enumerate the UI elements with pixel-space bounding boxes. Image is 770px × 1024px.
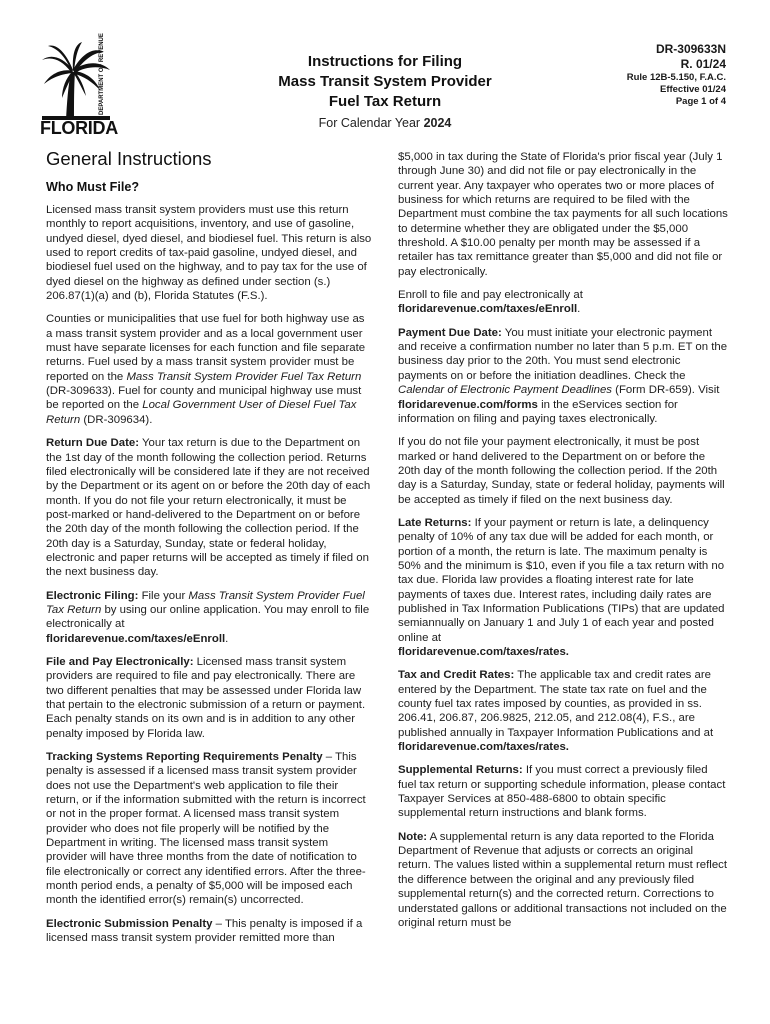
forms-link[interactable]: floridarevenue.com/forms [398, 398, 538, 411]
paragraph-supplemental-returns [398, 763, 728, 820]
text: You must initiate your electronic payment and receive a confirmation number no later than 5 p.m. ET on the business day prior to the 20th. You must send electronic payments on or before the initiation deadlines. Check the [398, 326, 728, 382]
paragraph-submission-penalty [46, 917, 372, 946]
text: Licensed mass transit system providers are required to file and pay electronically. There are two different penalties that may be assessed under Florida law that pertain to the electronic submission of a return or payment. Each penalty stands on its own and is in addition to any other penalty imposed by Florida law. [46, 655, 366, 740]
paragraph-electronic-filing [46, 589, 372, 646]
document-title [250, 52, 520, 112]
paragraph-payment-due-date [398, 326, 728, 426]
logo-dept-label: DEPARTMENT OF REVENUE [99, 33, 105, 115]
text: – This penalty is imposed if a licensed mass transit system provider remitted more than [46, 917, 363, 945]
label: Electronic Submission Penalty [46, 917, 213, 930]
form-effective: Effective 01/24 [659, 84, 726, 95]
form-revision: R. 01/24 [680, 57, 726, 71]
label: File and Pay Electronically: [46, 655, 194, 668]
section-heading: General Instructions [46, 148, 212, 169]
paragraph-counties [46, 312, 372, 427]
paragraph-enroll [398, 288, 728, 317]
form-identifier [566, 42, 726, 108]
label: Electronic Filing: [46, 589, 139, 602]
rates-link[interactable]: floridarevenue.com/taxes/rates [398, 741, 566, 754]
text: . [577, 303, 581, 316]
left-column [46, 148, 372, 955]
paragraph-late-returns [398, 516, 728, 659]
eenroll-link[interactable]: floridarevenue.com/taxes/eEnroll [46, 632, 226, 645]
title-line-3: Fuel Tax Return [328, 93, 442, 110]
text: in the eServices section for information on filing and paying taxes electronically. [398, 398, 678, 425]
text: Counties or municipalities that use fuel for both highway use as a mass transit system provider and as a local government user must have separate licenses for each function and file separate returns. Fuel used by a mass transit system provider must be reported on the [46, 313, 366, 383]
label: Note: [398, 830, 428, 843]
text: . [225, 632, 229, 645]
logo-department-text [98, 33, 106, 116]
label: Late Returns: [398, 516, 472, 529]
text: File your [138, 589, 189, 602]
paragraph-threshold: $5,000 in tax during the State of Florida's prior fiscal year (July 1 through June 30) and did not file or pay electronically in the current year. Any taxpayer who operates two or more places of business for which returns are required to be filed with the Department must combine the tax payments for all such locations to determine whether they are obligated under the $5,000 threshold. A $10.00 penalty per month may be assessed if a retailer has tax remittance greater than $5,000 and did not file or pay electronically. [398, 151, 728, 278]
page-number: Page 1 of 4 [675, 96, 726, 107]
form-title-ref: Calendar of Electronic Payment Deadlines [398, 384, 613, 397]
calendar-year: 2024 [423, 116, 452, 130]
text: A supplemental return is any data reported to the Florida Department of Revenue that adjusts or corrects an original return. The values listed within a supplemental return must reflect the difference between the original and any previously filed supplemental return(s) and the corrected return. Corrections to understated gallons or additional transactions not included on the original return must be [398, 830, 728, 929]
title-line-1: Instructions for Filing [307, 53, 463, 70]
text: . [565, 646, 569, 658]
text: (DR-309634). [80, 413, 153, 426]
paragraph-file-and-pay [46, 655, 372, 741]
text: by using our online application. You may enroll to file electronically at [46, 603, 370, 631]
text: (Form DR-659). Visit [612, 384, 720, 397]
text: The applicable tax and credit rates are entered by the Department. The state tax rate on fuel and the county fuel tax rates imposed by counties, as provided in ss. 206.41, 206.87, 206.9825, 212.05, and 212.08(4), F.S., are published annually in Taxpayer Information Publications and at [398, 669, 714, 739]
logo-wordmark: FLORIDA [40, 118, 118, 138]
label: Supplemental Returns: [398, 764, 523, 777]
paragraph-return-due-date [46, 436, 372, 579]
label: Return Due Date: [46, 437, 140, 450]
eenroll-link[interactable]: floridarevenue.com/taxes/eEnroll [398, 303, 578, 316]
title-line-2: Mass Transit System Provider [278, 73, 492, 90]
calendar-prefix: For Calendar Year [318, 116, 424, 130]
rates-link[interactable]: floridarevenue.com/taxes/rates [398, 646, 566, 658]
form-rule: Rule 12B-5.150, F.A.C. [626, 72, 726, 83]
label: Tax and Credit Rates: [398, 669, 515, 682]
form-number: DR-309633N [655, 42, 726, 56]
paragraph-tracking-penalty [46, 750, 372, 908]
text: – This penalty is assessed if a licensed mass transit system provider does not use the Department's web application to file their return, or if the information submitted with the return is incorrect or not in the proper format. A licensed mass transit system provider who does not file properly will be notified by the Department in writing. The licensed mass transit system provider will have three months from the date of notification to file electronically or correct any identified errors. After the three-month period ends, a penalty of $5,000 will be imposed each month the identified error(s) remain(s) uncorrected. [46, 751, 366, 907]
label: Payment Due Date: [398, 326, 502, 339]
paragraph-note [398, 830, 728, 930]
paragraph-who-must-file: Licensed mass transit system providers must use this return monthly to report acquisitions, inventory, and use of gasoline, undyed diesel, dyed diesel, and biodiesel fuel. This return is also used to report credits of tax-paid gasoline, undyed diesel, and biodiesel fuel used on the highway, and to pay tax for the use of dyed diesel on the highway as defined under section (s.) 206.87(1)(a) and (b), Florida Statutes (F.S.). [46, 204, 372, 303]
paragraph-tax-credit-rates [398, 668, 728, 754]
label: Tracking Systems Reporting Requirements Penalty [46, 751, 323, 764]
text: . [565, 741, 569, 754]
form-title-ref: Mass Transit System Provider Fuel Tax Return [46, 589, 365, 616]
text: Enroll to file and pay electronically at [398, 289, 583, 302]
text: (DR-309633). Fuel for county and municipal highway use must be reported on the [46, 385, 362, 412]
right-column [398, 150, 728, 939]
form-title-ref: Local Government User of Diesel Fuel Tax Return [46, 399, 357, 426]
text: If your payment or return is late, a delinquency penalty of 10% of any tax due will be added for each month, or portion of a month, the return is late. The maximum penalty is 50% and the minimum is $10, even if you file a tax return with no tax due. Florida law provides a floating interest rate for late payments of taxes due. Interest rates, including daily rates are published in Tax Information Publications (TIPs) that are updated semiannually on January 1 and July 1 of each year and posted online at [398, 516, 725, 644]
who-must-file-heading: Who Must File? [46, 180, 140, 194]
paragraph-paper-payment: If you do not file your payment electronically, it must be post marked or hand delivered to the Department on or before the 20th day of the month following the collection period. If the 20th day is a Saturday, Sunday, state or federal holiday, payments will be accepted as timely if filed on the next business day. [398, 436, 725, 506]
form-title-ref: Mass Transit System Provider Fuel Tax Return [126, 370, 362, 383]
text: Your tax return is due to the Department on the 1st day of the month following the collection period. Returns filed electronically will be considered late if they are not received by the Department or its agent on or before the 20th day of each month. If you do not file your return electronically, it must be post-marked or hand-delivered to the Department on or before the 20th day of the month following the collection period. If the 20th day is a Saturday, Sunday, state or federal holiday, electronic and paper returns will be accepted as timely if filed on the next business day. [46, 437, 371, 579]
calendar-year-line [250, 116, 520, 130]
text: If you must correct a previously filed fuel tax return or supporting schedule information, please contact Taxpayer Services at 850-488-6800 to obtain specific supplemental return instructions and blank forms. [398, 764, 726, 820]
